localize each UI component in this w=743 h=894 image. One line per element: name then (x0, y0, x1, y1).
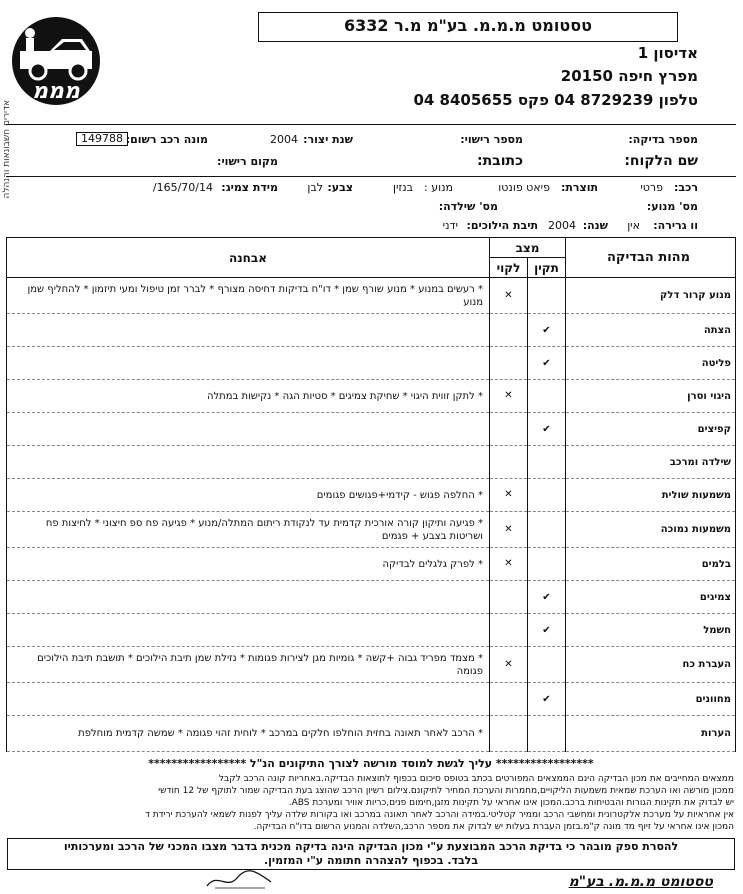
details-divider (6, 176, 736, 177)
row-ok-mark: ✔ (528, 614, 566, 647)
table-row (7, 278, 736, 314)
disclaimer-5: המכון אינו אחראי על זיוף מד מונה ק"מ.בזמן העברת בעלות יש לבדוק את מספר הרכב,השלדה והמנוע הרשום בדו"ח הבדיקה. (253, 822, 734, 832)
row-bad-mark (490, 683, 528, 716)
tow-label: וו גרירה: (653, 219, 698, 232)
row-ok-mark: ✔ (528, 347, 566, 380)
row-diagnosis: * לתקן זווית היגוי * שחיקת צמיגים * סטיות הגה * נקישות במתלה (7, 380, 490, 413)
row-name: העברת כח (566, 647, 736, 683)
row-bad-mark: ✕ (490, 548, 528, 581)
row-diagnosis (7, 314, 490, 347)
details-row-1 (8, 133, 698, 153)
row-ok-mark: ✔ (528, 683, 566, 716)
warning-line: ***************** עליך לגשת למוסד מורשה לצורך התיקונים הנ"ל ***************** (148, 757, 594, 770)
table-row (7, 380, 736, 413)
row-diagnosis (7, 683, 490, 716)
reg-counter-label: מונה רכב רשום: (125, 133, 208, 146)
engine-no-label: מס' מנוע: (646, 200, 698, 213)
row-name: שילדה ומרכב (566, 446, 736, 479)
row-bad-mark (490, 314, 528, 347)
company-logo (10, 15, 102, 107)
edition-line: אדיסון 1 (637, 44, 698, 62)
table-row (7, 446, 736, 479)
row-diagnosis (7, 581, 490, 614)
license-place-label: מקום רישוי: (217, 155, 278, 168)
chassis-no-label: מס' שילדה: (438, 200, 498, 213)
bottom-line-1: להסרת ספק מובהר כי בדיקת הרכב המבוצעת ע"י מכון הבדיקה הינה בדיקה מכנית בדבר מצבו המכני של הרכב ומערכותיו (63, 840, 679, 853)
row-bad-mark: ✕ (490, 380, 528, 413)
gearbox-label: תיבת הילוכים: (466, 219, 538, 232)
bottom-disclaimer (7, 838, 735, 870)
row-ok-mark: ✔ (528, 413, 566, 446)
row-name: קפיצים (566, 413, 736, 446)
row-diagnosis: * החלפה פגוש - קידמי+פגושים פגומים (7, 479, 490, 512)
table-row (7, 512, 736, 548)
row-bad-mark (490, 347, 528, 380)
disclaimer-4: אין אחראיות על מערכת אלקטרונית ומחשבי הרכב וממיר קטליטי.במידה והרכב לאחר תאונה במרכב ואו בקורות שלדה עליך לפנות לשמאי להערכת ירידת ד (144, 810, 734, 820)
row-name: מנוע קרור דלק (566, 278, 736, 314)
details-row-5 (8, 219, 698, 235)
details-row-2 (8, 153, 698, 175)
row-bad-mark: ✕ (490, 278, 528, 314)
tire-value: 165/70/14/ (152, 181, 213, 194)
year2-value: 2004 (548, 219, 576, 232)
table-row (7, 548, 736, 581)
inspection-rows (7, 278, 736, 752)
row-diagnosis: * מצמד מפריד גבוה +קשה * גומיות מגן לצירות פגומות * נזילת שמן תיבת הילוכים * תושבת תיבת הילוכים פגומה (7, 647, 490, 683)
row-diagnosis: * הרכב לאחר תאונה בחזית הוחלפו חלקים במרכב * לוחית זהוי פגומה * שמשה קדמית מוחלפת (7, 716, 490, 752)
address-label: כתובת: (477, 153, 523, 169)
year-label: שנת יצור: (303, 133, 353, 146)
row-name: פליטה (566, 347, 736, 380)
details-row-4 (8, 200, 698, 216)
details-row-3 (8, 181, 698, 197)
year-value: 2004 (270, 133, 298, 146)
test-no-label: מספר בדיקה: (628, 133, 698, 146)
table-row (7, 683, 736, 716)
row-bad-mark: ✕ (490, 647, 528, 683)
row-diagnosis (7, 413, 490, 446)
customer-label: שם הלקוח: (624, 153, 698, 169)
row-diagnosis: * לפרק גלגלים לבדיקה (7, 548, 490, 581)
color-value: לבן (307, 181, 323, 194)
header-divider (6, 124, 736, 125)
header-bad: לקוי (490, 258, 528, 278)
row-ok-mark (528, 647, 566, 683)
gearbox-value: ידני (442, 219, 458, 232)
row-name: משמעות שולית (566, 479, 736, 512)
row-bad-mark: ✕ (490, 479, 528, 512)
bottom-line-2: בלבד. בכפוף להצהרה חתומה ע"י המזמין. (263, 854, 479, 867)
row-ok-mark (528, 278, 566, 314)
reg-counter-value: 149788 (76, 132, 128, 146)
header-status: מצב (490, 238, 566, 258)
table-row (7, 314, 736, 347)
row-name: בלמים (566, 548, 736, 581)
row-bad-mark (490, 614, 528, 647)
engine-label: מנוע : (424, 181, 453, 194)
row-ok-mark (528, 446, 566, 479)
disclaimer-2: ממכון מורשה ואו הערכת שמאית משמעות הליקויים,מחמרות והערכת המחיר לתיקונם.צילום רשיון הרכב שהוצג בעת הבדיקה שמור לתוקף של 12 חודשי (158, 786, 734, 796)
table-row (7, 716, 736, 752)
signature-icon (205, 868, 275, 892)
row-bad-mark: ✕ (490, 512, 528, 548)
row-diagnosis (7, 347, 490, 380)
table-row (7, 614, 736, 647)
maker-label: תוצרת: (560, 181, 598, 194)
license-no-label: מספר רישוי: (460, 133, 523, 146)
row-ok-mark: ✔ (528, 314, 566, 347)
color-label: צבע: (327, 181, 353, 194)
disclaimer-1: ממצאים המחייבים את מכון הבדיקה הינם הממצאים המפורטים בכתב בטופס סיכום בכפוף לתוצאות הבדיקה.באחריות קונה הרכב לקבל (218, 774, 734, 784)
row-ok-mark (528, 548, 566, 581)
row-name: חשמל (566, 614, 736, 647)
row-ok-mark: ✔ (528, 581, 566, 614)
row-ok-mark (528, 512, 566, 548)
address-line: מפרץ חיפה 20150 (560, 67, 698, 85)
vehicle-value: פרטי (640, 181, 663, 194)
row-ok-mark (528, 716, 566, 752)
maker-value: פיאט פונטו (498, 181, 550, 194)
row-name: מחוונים (566, 683, 736, 716)
row-name: הצתה (566, 314, 736, 347)
row-diagnosis: * פגיעה ותיקון קורה אורכית קדמית עד לנקודת ריתום המתלה/מנוע * פגיעה פח ספ חיצוני * לחיצות פח ושריטות בצבע + פגמים (7, 512, 490, 548)
vertical-note: אדירים חשבונאות והנהלה (2, 100, 12, 199)
header-diag: אבחנה (7, 238, 490, 278)
row-diagnosis (7, 446, 490, 479)
row-bad-mark (490, 716, 528, 752)
row-name: היגוי וסרן (566, 380, 736, 413)
tow-value: אין (627, 219, 640, 232)
phone-line: טלפון 8729239 04 פקס 8405655 04 (413, 91, 698, 109)
row-bad-mark (490, 446, 528, 479)
row-diagnosis (7, 614, 490, 647)
row-name: צמיגים (566, 581, 736, 614)
vehicle-label: רכב: (674, 181, 698, 194)
table-row (7, 413, 736, 446)
company-title: טסטומט מ.מ.מ. בע"מ מ.ר 6332 (258, 12, 678, 42)
tire-label: מידת צמיג: (221, 181, 278, 194)
disclaimer-3: יש לבדוק את תקינות הגורות והבטיחות ברכב.המכון אינו אחראי על תקינות מזגן,חימום פנים,כריות אוויר ומערכת ABS. (288, 798, 734, 808)
table-row (7, 347, 736, 380)
table-row (7, 479, 736, 512)
logo-text: מממ (32, 79, 80, 104)
header-ok: תקין (528, 258, 566, 278)
engine-value: בנזין (392, 181, 413, 194)
footer-company: טסטומט מ.מ.מ. בע"מ (568, 874, 713, 890)
header-name: מהות הבדיקה (566, 238, 736, 278)
row-bad-mark (490, 413, 528, 446)
row-ok-mark (528, 380, 566, 413)
row-diagnosis: * רעשים במנוע * מנוע שורף שמן * דו"ח בדיקות דחיסה מצורף * לברר זמן טיפול ומעי תיזמון * להחליף שמן מנוע (7, 278, 490, 314)
table-row (7, 581, 736, 614)
inspection-table (6, 237, 736, 752)
year2-label: שנה: (582, 219, 608, 232)
row-bad-mark (490, 581, 528, 614)
table-row (7, 647, 736, 683)
row-name: הערות (566, 716, 736, 752)
row-ok-mark (528, 479, 566, 512)
row-name: משמעות נמוכה (566, 512, 736, 548)
